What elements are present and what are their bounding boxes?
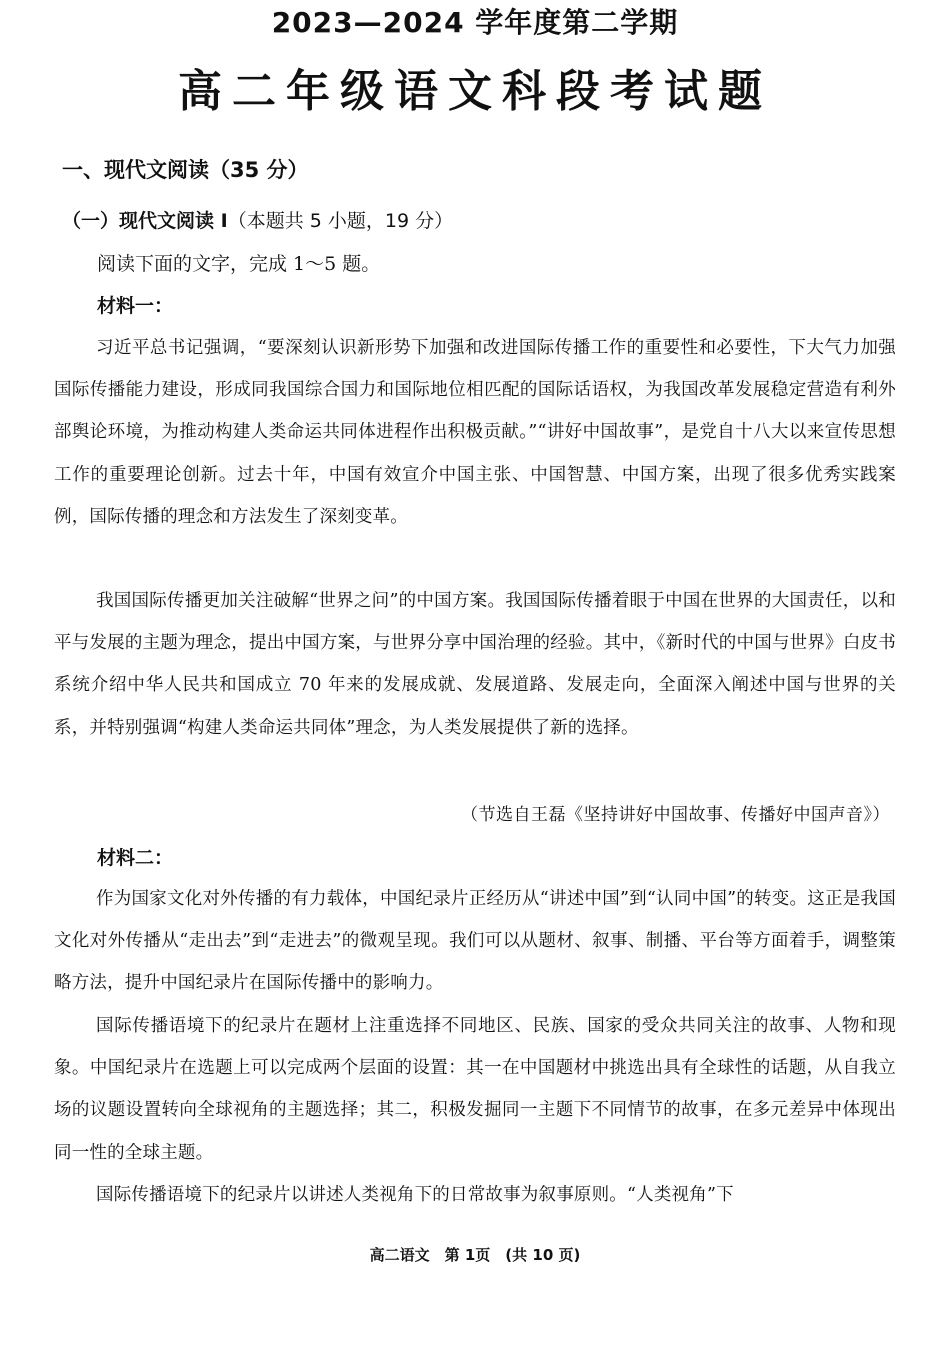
material-one-paragraph-2: 我国国际传播更加关注破解“世界之问”的中国方案。我国国际传播着眼于中国在世界的大国责任，以和平与发展的主题为理念，提出中国方案，与世界分享中国治理的经验。其中，《新时代的中国与世界》白皮书系统介绍中华人民共和国成立 70 年来的发展成就、发展道路、发展走向，全面深入阐述中国与世界的关系，并特别强调“构建人类命运共同体”理念，为人类发展提供了新的选择。 bbox=[54, 591, 896, 738]
subsection-heading bbox=[62, 206, 453, 236]
section-heading: 一、现代文阅读（35 分） bbox=[62, 158, 309, 182]
page-footer: 高二语文 第 1页 (共 10 页) bbox=[369, 1246, 581, 1264]
material-one-paragraph-1: 习近平总书记强调，“要深刻认识新形势下加强和改进国际传播工作的重要性和必要性，下大气力加强国际传播能力建设，形成同我国综合国力和国际地位相匹配的国际话语权，为我国改革发展稳定营造有利外部舆论环境，为推动构建人类命运共同体进程作出积极贡献。”“讲好中国故事”，是党自十八大以来宣传思想工作的重要理论创新。过去十年，中国有效宣介中国主张、中国智慧、中国方案，出现了很多优秀实践案例，国际传播的理念和方法发生了深刻变革。 bbox=[54, 338, 896, 527]
reading-instruction: 阅读下面的文字，完成 1～5 题。 bbox=[97, 253, 381, 275]
material-one-label: 材料一： bbox=[97, 295, 174, 317]
material-two-label: 材料二： bbox=[97, 847, 174, 869]
subsection-detail: （本题共 5 小题，19 分） bbox=[227, 210, 454, 232]
material-one-source: （节选自王磊《坚持讲好中国故事、传播好中国声音》） bbox=[461, 805, 890, 825]
material-two-paragraph-1: 作为国家文化对外传播的有力载体，中国纪录片正经历从“讲述中国”到“认同中国”的转变。这正是我国文化对外传播从“走出去”到“走进去”的微观呈现。我们可以从题材、叙事、制播、平台等方面着手，调整策略方法，提升中国纪录片在国际传播中的影响力。 bbox=[54, 889, 896, 994]
exam-title: 高二年级语文科段考试题 bbox=[178, 66, 772, 117]
semester-heading: 2023—2024 学年度第二学期 bbox=[271, 6, 679, 39]
material-two-paragraph-3: 国际传播语境下的纪录片以讲述人类视角下的日常故事为叙事原则。“人类视角”下 bbox=[96, 1185, 734, 1205]
material-two-paragraph-2: 国际传播语境下的纪录片在题材上注重选择不同地区、民族、国家的受众共同关注的故事、人物和现象。中国纪录片在选题上可以完成两个层面的设置：其一在中国题材中挑选出具有全球性的话题，从自我立场的议题设置转向全球视角的主题选择；其二，积极发掘同一主题下不同情节的故事，在多元差异中体现出同一性的全球主题。 bbox=[54, 1016, 896, 1163]
subsection-title: （一）现代文阅读 I bbox=[62, 210, 228, 232]
